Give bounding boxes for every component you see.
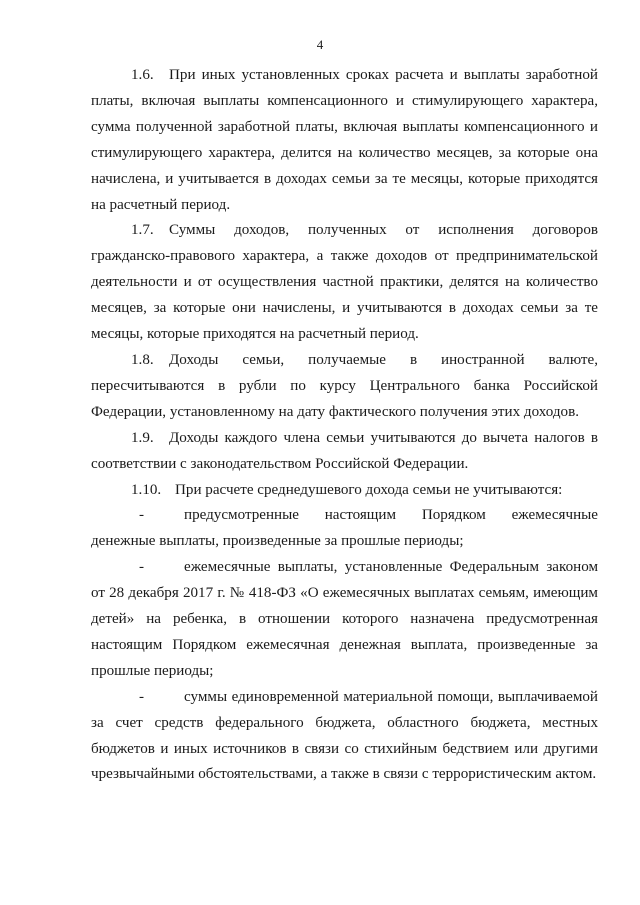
paragraph-1-9	[91, 426, 598, 478]
paragraph-text: При расчете среднедушевого дохода семьи не учитываются:	[175, 481, 563, 498]
paragraph-1-10	[91, 478, 598, 504]
bullet-text: суммы единовременной материальной помощи, выплачиваемой за счет средств федерального бюджета, областного бюджета, местных бюджетов и иных источников в связи со стихийным бедствием или другими чрезвычайными обстоятельствами, а также в связи с террористическим актом.	[91, 688, 598, 783]
bullet-item-3	[91, 685, 598, 789]
paragraph-text: Доходы каждого члена семьи учитываются до вычета налогов в соответствии с законодательством Российской Федерации.	[91, 429, 598, 472]
paragraph-number: 1.8.	[131, 351, 154, 368]
bullet-item-2	[91, 555, 598, 685]
paragraph-text: Суммы доходов, полученных от исполнения договоров гражданско-правового характера, а также доходов от предпринимательской деятельности и от осуществления частной практики, делятся на количество месяцев, за которые они начислены, и учитываются в доходах семьи за те месяцы, которые приходятся на расчетный период.	[91, 222, 598, 343]
bullet-item-1	[91, 503, 598, 555]
bullet-dash: -	[139, 688, 145, 705]
paragraph-1-7	[91, 218, 598, 348]
bullet-dash: -	[139, 559, 145, 576]
paragraph-number: 1.7.	[131, 222, 154, 239]
bullet-text: ежемесячные выплаты, установленные Федеральным законом от 28 декабря 2017 г. № 418-ФЗ «О ежемесячных выплатах семьям, имеющим детей» на ребенка, в отношении которого назначена предусмотренная настоящим Порядком ежемесячная денежная выплата, произведенные за прошлые периоды;	[91, 559, 598, 679]
bullet-dash: -	[139, 507, 145, 524]
paragraph-1-6	[91, 63, 598, 218]
bullet-text: предусмотренные настоящим Порядком ежемесячные денежные выплаты, произведенные за прошлые периоды;	[91, 507, 598, 550]
paragraph-number: 1.9.	[131, 429, 154, 446]
paragraph-text: При иных установленных сроках расчета и выплаты заработной платы, включая выплаты компенсационного и стимулирующего характера, сумма полученной заработной платы, включая выплаты компенсационного и стимулирующего характера, делится на количество месяцев, за которые она начислена, и учитывается в доходах семьи за те месяцы, которые приходятся на расчетный период.	[91, 67, 598, 213]
paragraph-text: Доходы семьи, получаемые в иностранной валюте, пересчитываются в рубли по курсу Центрального банка Российской Федерации, установленному на дату фактического получения этих доходов.	[91, 351, 598, 420]
paragraph-number: 1.10.	[131, 481, 162, 498]
paragraph-number: 1.6.	[131, 67, 154, 83]
page-number: 4	[316, 37, 324, 52]
document-body	[91, 63, 598, 788]
paragraph-1-8	[91, 348, 598, 426]
